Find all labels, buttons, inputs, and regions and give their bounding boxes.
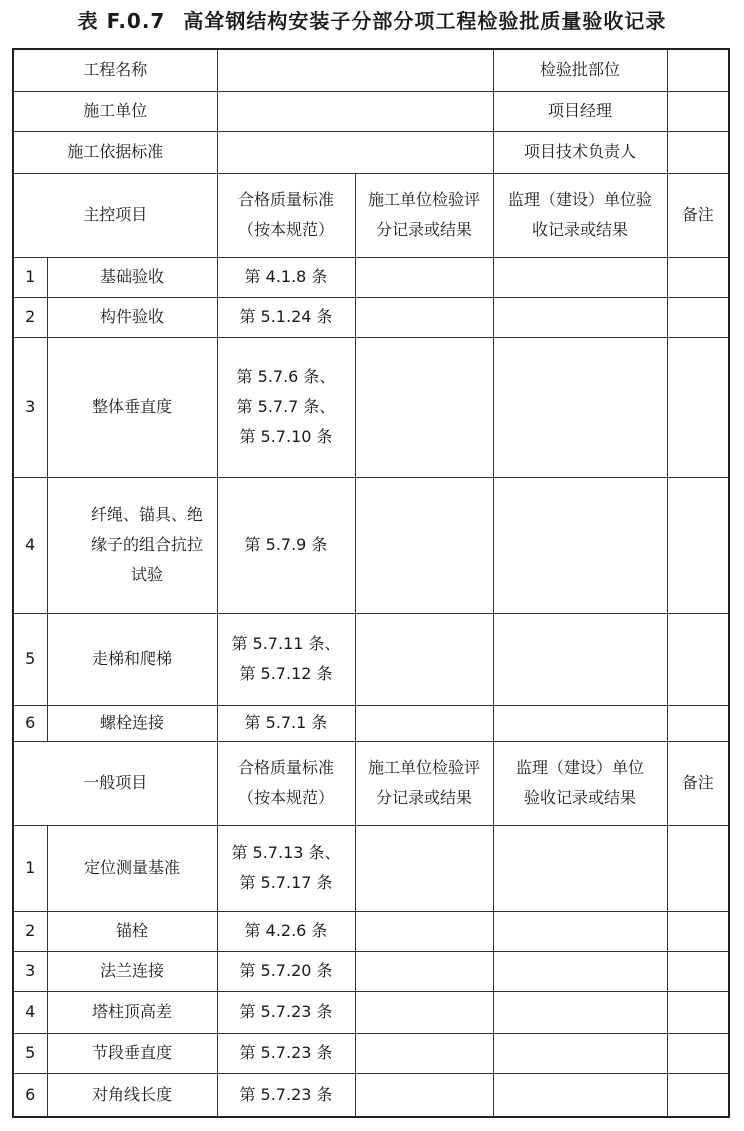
supervision-result-cell[interactable] (493, 1073, 667, 1117)
supervision-result-cell[interactable] (493, 613, 667, 705)
clause-line: 第 5.7.11 条、 (231, 634, 341, 653)
table-row (13, 951, 729, 991)
row-number: 1 (13, 257, 47, 297)
item-line: 缘子的组合抗拉 (90, 535, 203, 554)
table-row (13, 613, 729, 705)
construction-result-cell[interactable] (355, 337, 493, 477)
remark-cell[interactable] (667, 1073, 729, 1117)
supervision-result-cell[interactable] (493, 951, 667, 991)
header-row-project (13, 49, 729, 91)
header-line: 验收记录或结果 (523, 788, 636, 807)
item-line: 螺栓连接 (99, 713, 164, 732)
item-line: 锚栓 (115, 921, 148, 940)
clause-line: 第 4.2.6 条 (244, 921, 328, 940)
supervision-result-column-header (493, 741, 667, 825)
item-name (47, 1033, 217, 1073)
header-row-unit (13, 91, 729, 131)
item-line: 整体垂直度 (91, 397, 172, 416)
supervision-result-cell[interactable] (493, 257, 667, 297)
table-row (13, 297, 729, 337)
header-row-standard (13, 131, 729, 173)
remark-cell[interactable] (667, 1033, 729, 1073)
row-number: 5 (13, 1033, 47, 1073)
clause-line: 第 5.7.13 条、 (231, 843, 341, 862)
construction-result-cell[interactable] (355, 477, 493, 613)
header-line: 施工单位检验评 (367, 758, 480, 777)
clause-line: 第 5.7.23 条 (239, 1084, 333, 1104)
row-number: 2 (13, 911, 47, 951)
table-row (13, 1073, 729, 1117)
item-name (47, 705, 217, 741)
row-number: 6 (13, 705, 47, 741)
remark-cell[interactable] (667, 825, 729, 911)
construction-unit-value[interactable] (217, 91, 493, 131)
item-line: 塔柱顶高差 (91, 1002, 172, 1021)
clause-reference (217, 297, 355, 337)
construction-result-cell[interactable] (355, 297, 493, 337)
clause-line: 第 5.7.23 条 (239, 1002, 333, 1021)
clause-reference (217, 1073, 355, 1117)
item-line: 定位测量基准 (83, 858, 180, 877)
table-row (13, 911, 729, 951)
item-name (47, 257, 217, 297)
table-row (13, 825, 729, 911)
remark-cell[interactable] (667, 705, 729, 741)
header-line: 监理（建设）单位 (515, 758, 644, 777)
construction-result-cell[interactable] (355, 1073, 493, 1117)
clause-line: 第 5.7.12 条 (239, 664, 333, 683)
construction-unit-label: 施工单位 (13, 91, 217, 131)
tech-lead-value[interactable] (667, 131, 729, 173)
table-row (13, 337, 729, 477)
clause-reference (217, 477, 355, 613)
header-line: 分记录或结果 (375, 788, 472, 807)
table-code: 表 F.0.7 (77, 9, 166, 33)
table-row (13, 257, 729, 297)
table-row (13, 1033, 729, 1073)
supervision-result-cell[interactable] (493, 477, 667, 613)
construction-result-cell[interactable] (355, 911, 493, 951)
remark-cell[interactable] (667, 911, 729, 951)
remark-cell[interactable] (667, 257, 729, 297)
item-name (47, 297, 217, 337)
row-number: 1 (13, 825, 47, 911)
construction-result-cell[interactable] (355, 705, 493, 741)
item-line: 法兰连接 (99, 961, 164, 980)
item-name (47, 337, 217, 477)
project-manager-value[interactable] (667, 91, 729, 131)
item-line: 基础验收 (99, 267, 164, 286)
clause-line: 第 5.7.20 条 (239, 961, 333, 980)
item-name (47, 477, 217, 613)
clause-line: 第 5.7.23 条 (239, 1043, 333, 1062)
item-name (47, 825, 217, 911)
remark-cell[interactable] (667, 613, 729, 705)
table-row (13, 705, 729, 741)
main-control-header-row (13, 173, 729, 257)
table-row (13, 991, 729, 1033)
row-number: 4 (13, 991, 47, 1033)
clause-line: 第 5.7.9 条 (244, 535, 328, 554)
item-name (47, 1073, 217, 1117)
clause-reference (217, 613, 355, 705)
construction-result-cell[interactable] (355, 257, 493, 297)
standard-column-header (217, 173, 355, 257)
supervision-result-cell[interactable] (493, 337, 667, 477)
row-number: 3 (13, 951, 47, 991)
item-name (47, 911, 217, 951)
header-line: 施工单位检验评 (367, 190, 480, 209)
remark-column-header: 备注 (667, 741, 729, 825)
clause-reference (217, 951, 355, 991)
item-line: 纤绳、锚具、绝 (90, 505, 203, 524)
table-title (0, 6, 744, 36)
clause-line: 第 5.7.6 条、 (236, 367, 336, 386)
item-line: 构件验收 (99, 307, 164, 326)
row-number: 6 (13, 1073, 47, 1117)
supervision-result-cell[interactable] (493, 705, 667, 741)
main-control-section-label: 主控项目 (13, 173, 217, 257)
project-name-label: 工程名称 (13, 49, 217, 91)
item-name (47, 613, 217, 705)
row-number: 2 (13, 297, 47, 337)
project-manager-label: 项目经理 (493, 91, 667, 131)
header-line: 合格质量标准 (237, 758, 334, 777)
inspection-lot-label: 检验批部位 (493, 49, 667, 91)
project-name-value[interactable] (217, 49, 493, 91)
row-number: 4 (13, 477, 47, 613)
supervision-result-cell[interactable] (493, 1033, 667, 1073)
header-line: 分记录或结果 (375, 220, 472, 239)
supervision-result-column-header (493, 173, 667, 257)
clause-line: 第 5.1.24 条 (239, 307, 333, 326)
general-section-label: 一般项目 (13, 741, 217, 825)
standard-label: 施工依据标准 (13, 131, 217, 173)
clause-line: 第 5.7.10 条 (239, 427, 333, 446)
tech-lead-label: 项目技术负责人 (493, 131, 667, 173)
construction-result-column-header (355, 173, 493, 257)
table-row (13, 477, 729, 613)
construction-result-column-header (355, 741, 493, 825)
item-line: 对角线长度 (91, 1084, 172, 1104)
remark-cell[interactable] (667, 297, 729, 337)
general-header-row (13, 741, 729, 825)
supervision-result-cell[interactable] (493, 297, 667, 337)
header-line: 收记录或结果 (531, 220, 628, 239)
standard-column-header (217, 741, 355, 825)
clause-reference (217, 257, 355, 297)
remark-cell[interactable] (667, 991, 729, 1033)
clause-reference (217, 825, 355, 911)
inspection-lot-value[interactable] (667, 49, 729, 91)
header-line: （按本规范） (237, 788, 334, 807)
clause-reference (217, 337, 355, 477)
header-line: （按本规范） (237, 220, 334, 239)
clause-reference (217, 991, 355, 1033)
remark-cell[interactable] (667, 477, 729, 613)
construction-result-cell[interactable] (355, 991, 493, 1033)
construction-result-cell[interactable] (355, 1033, 493, 1073)
standard-value[interactable] (217, 131, 493, 173)
remark-column-header: 备注 (667, 173, 729, 257)
supervision-result-cell[interactable] (493, 825, 667, 911)
clause-line: 第 5.7.1 条 (244, 713, 328, 732)
supervision-result-cell[interactable] (493, 911, 667, 951)
inspection-record-table (12, 48, 730, 1118)
remark-cell[interactable] (667, 951, 729, 991)
construction-result-cell[interactable] (355, 613, 493, 705)
item-name (47, 951, 217, 991)
header-line: 监理（建设）单位验 (507, 190, 652, 209)
item-line: 走梯和爬梯 (91, 649, 172, 668)
clause-reference (217, 705, 355, 741)
clause-line: 第 5.7.17 条 (239, 873, 333, 892)
supervision-result-cell[interactable] (493, 991, 667, 1033)
item-line: 试验 (130, 565, 163, 584)
construction-result-cell[interactable] (355, 951, 493, 991)
item-line: 节段垂直度 (91, 1043, 172, 1062)
header-line: 合格质量标准 (237, 190, 334, 209)
remark-cell[interactable] (667, 337, 729, 477)
clause-reference (217, 1033, 355, 1073)
clause-line: 第 5.7.7 条、 (236, 397, 336, 416)
table-title-text: 高耸钢结构安装子分部分项工程检验批质量验收记录 (183, 9, 667, 33)
item-name (47, 991, 217, 1033)
row-number: 3 (13, 337, 47, 477)
construction-result-cell[interactable] (355, 825, 493, 911)
clause-line: 第 4.1.8 条 (244, 267, 328, 286)
clause-reference (217, 911, 355, 951)
row-number: 5 (13, 613, 47, 705)
